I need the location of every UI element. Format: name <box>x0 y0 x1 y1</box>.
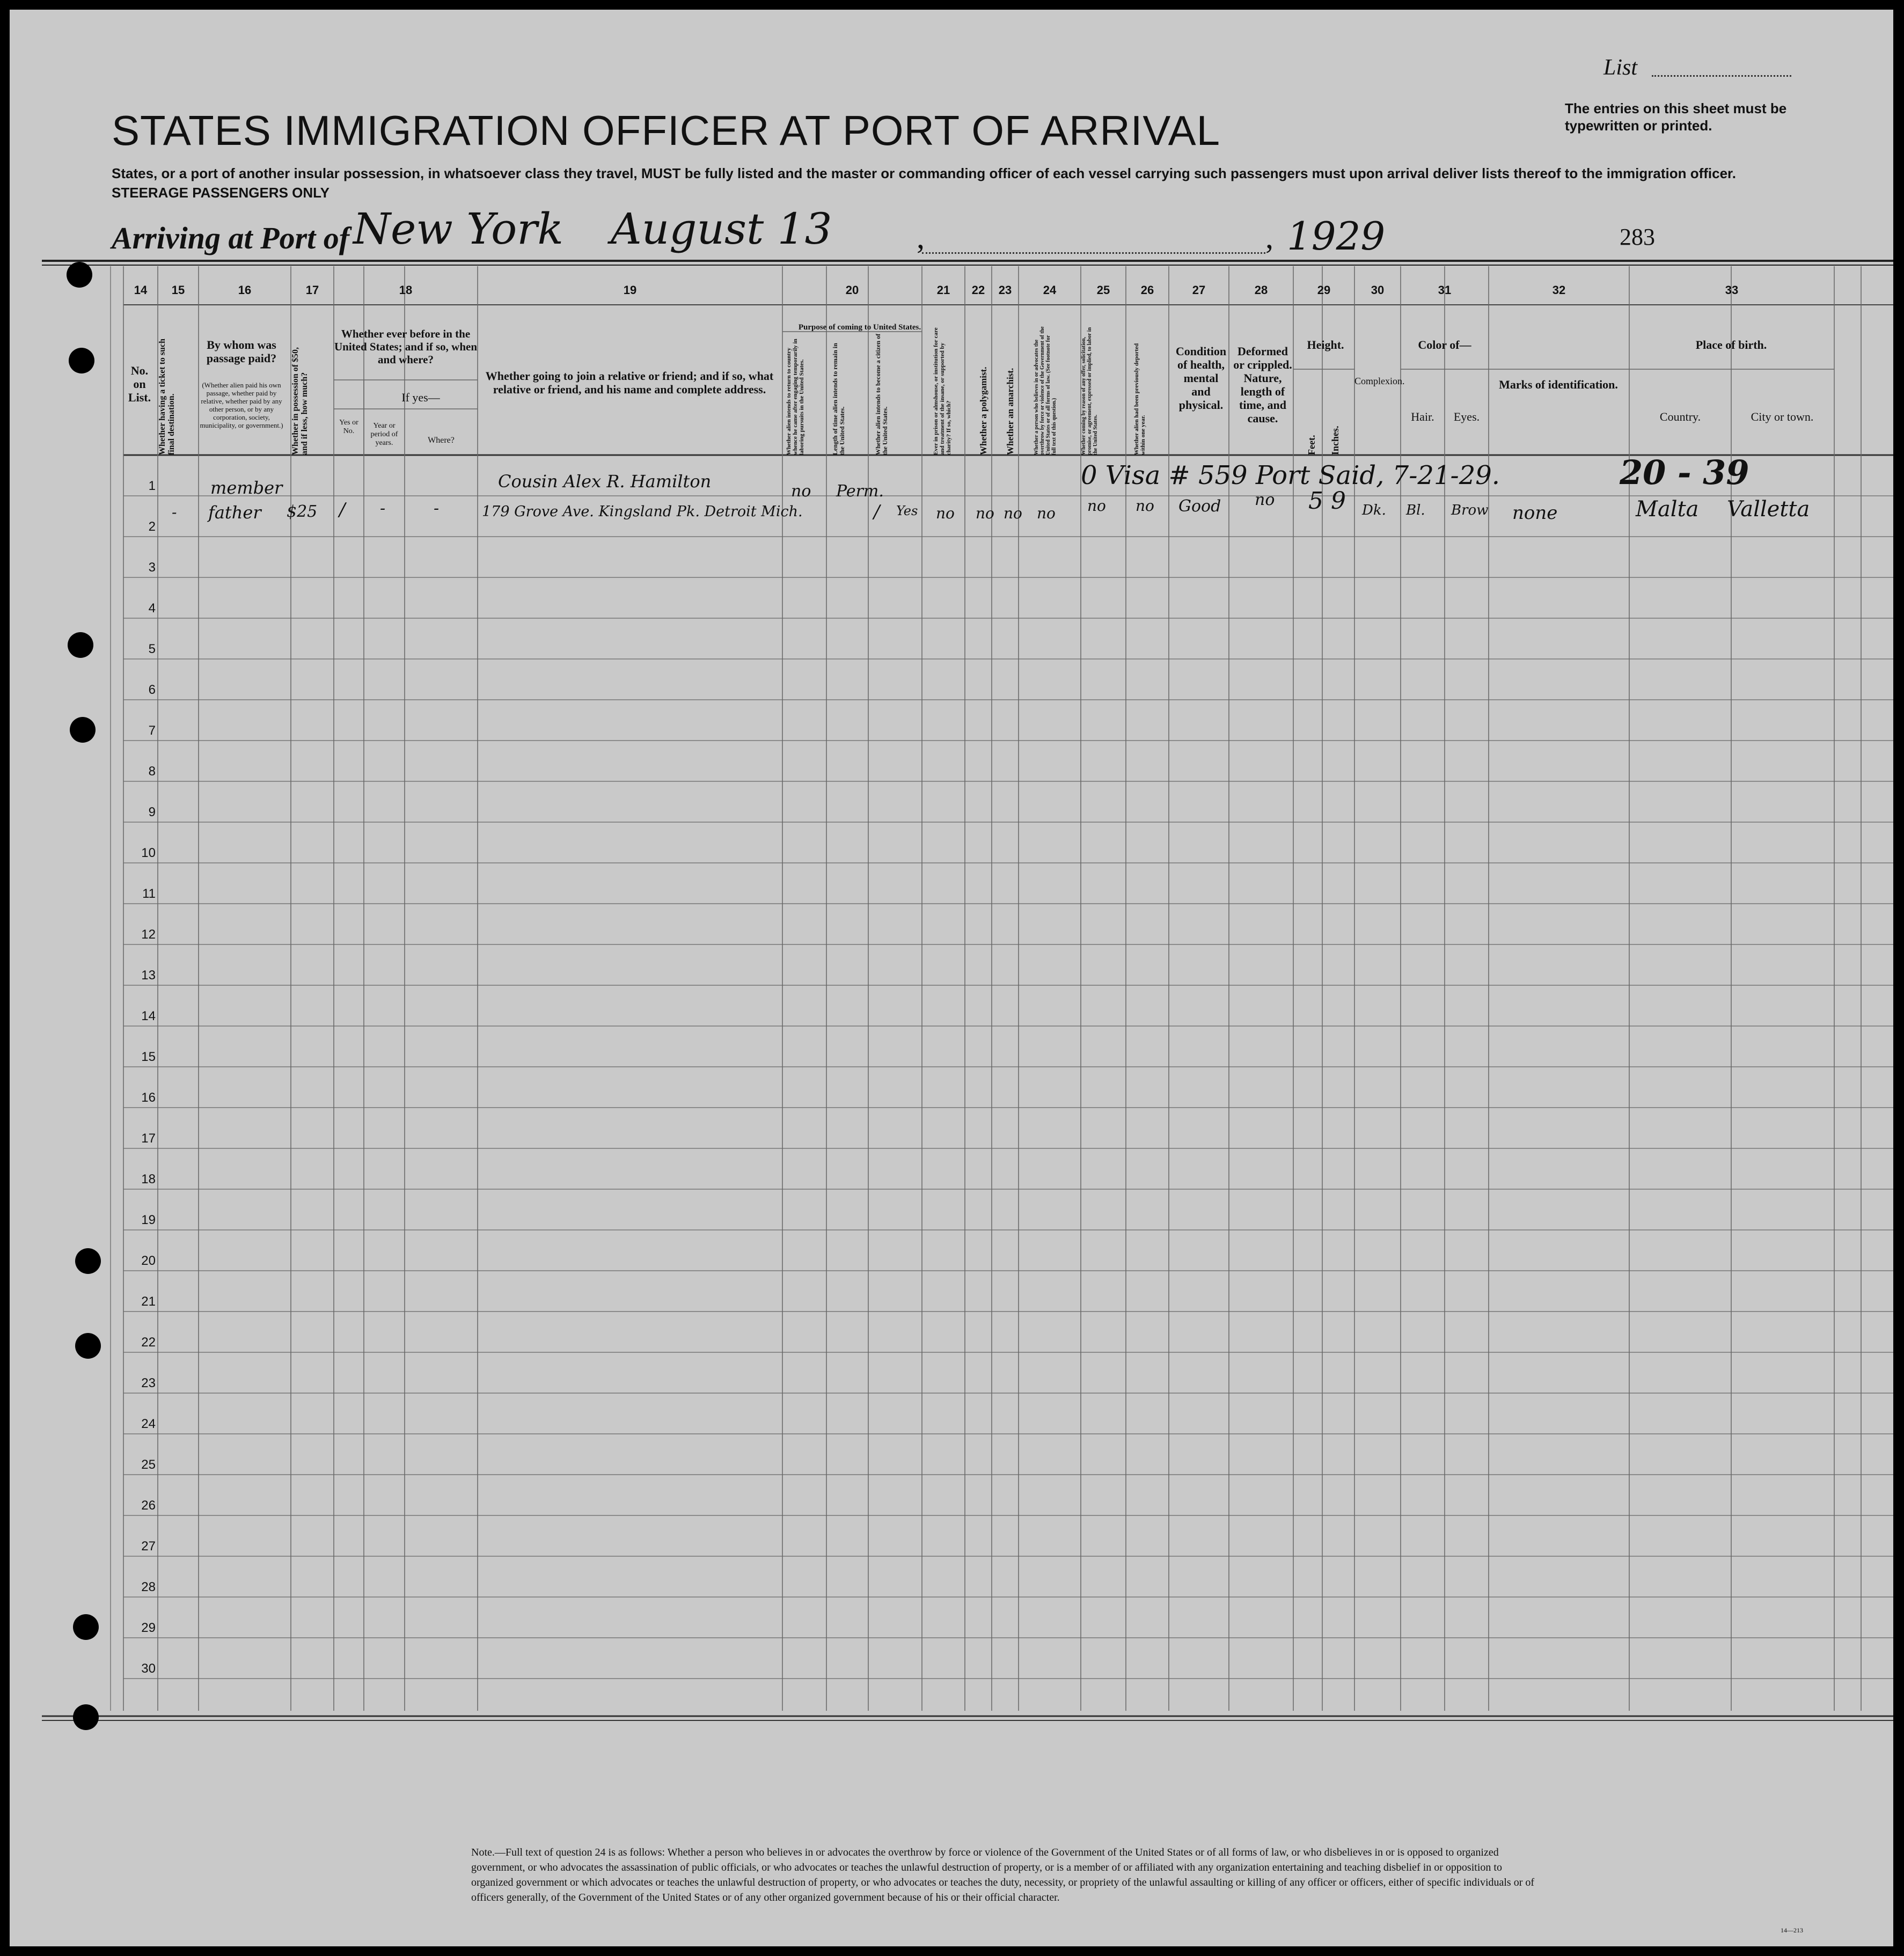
column-number: 25 <box>1096 283 1110 297</box>
entry-before-yes-no: / <box>339 499 346 521</box>
column-number: 16 <box>238 283 252 297</box>
row-number: 15 <box>141 1050 156 1064</box>
row-number: 19 <box>141 1213 156 1227</box>
col14-header: No. on List. <box>128 364 151 404</box>
entry-eyes: Brow <box>1451 502 1489 518</box>
page-title: STATES IMMIGRATION OFFICER AT PORT OF ARRIVAL <box>112 107 1221 154</box>
entry-before-years: - <box>380 499 386 518</box>
column-number: 19 <box>623 283 637 297</box>
punch-hole <box>67 262 92 288</box>
row-number: 21 <box>141 1294 156 1309</box>
entry-complexion: Dk. <box>1362 502 1386 518</box>
col22-header: Whether a polygamist. <box>978 367 988 455</box>
entry-city: Valletta <box>1727 497 1810 522</box>
punch-hole <box>70 717 96 743</box>
col18-ifyes: If yes— <box>401 391 440 404</box>
row-number: 11 <box>142 887 156 901</box>
column-number: 18 <box>399 283 413 297</box>
row-number: 23 <box>141 1376 156 1390</box>
row-number: 9 <box>148 805 156 819</box>
footnote: Note.—Full text of question 24 is as follows: Whether a person who believes in or advocates the overthrow by force or violence of the Government of the United States or of all forms of law, or who disbelieves in or is opposed to organized government, or who advocates the assassination of public officials, or who advocates or teaches the unlawful destruction of property, or is a member of or affiliated with any organization entertaining and teaching disbelief in or opposition to organized government or which advocates or teaches the unlawful destruction of property, or who advocates or teaches the duty, necessity, or propriety of the unlawful assaulting or killing of any officer or officers, either of specific individuals or of officers generally, of the Government of the United States or of any other organized government because of his or their official character. <box>471 1847 1535 1903</box>
form-id: 14—213 <box>1781 1926 1803 1934</box>
col24-header: Whether a person who believes in or advocates the overthrow by force or violence of the Government of the United States or of all forms of law. (See footnote for full text of this question.) <box>1034 326 1057 455</box>
typewritten-note: The entries on this sheet must be typewritten or printed. <box>1565 100 1787 134</box>
row-number: 22 <box>141 1335 156 1350</box>
row-number: 26 <box>141 1498 156 1513</box>
row-number: 12 <box>141 927 156 942</box>
comma: , <box>917 219 925 255</box>
arriving-label: Arriving at Port of <box>112 221 350 255</box>
sheet-number: 283 <box>1620 224 1655 250</box>
col18-yesno: Yes or No. <box>339 419 358 435</box>
row-number: 5 <box>148 642 156 656</box>
row-number: 4 <box>148 601 156 616</box>
col16-title: By whom was passage paid? <box>206 338 277 365</box>
row-number: 6 <box>148 683 156 697</box>
row-number: 20 <box>141 1254 156 1268</box>
instructions-line: States, or a port of another insular possession, in whatsoever class they travel, MUST be fully listed and the master or commanding officer of each vessel carrying such passengers must upon arrival deliver lists thereof to the immigration officer. <box>112 165 1736 181</box>
column-number: 28 <box>1254 283 1268 297</box>
list-label: List <box>1603 55 1638 80</box>
entry-relative-name: Cousin Alex R. Hamilton <box>498 471 712 492</box>
row-number: 1 <box>148 479 156 493</box>
entry-stay-mark: / <box>874 501 880 523</box>
col20-length: Length of time alien intends to remain in the United States. <box>831 343 846 455</box>
punch-hole <box>75 1248 101 1274</box>
row-number: 14 <box>141 1009 156 1023</box>
column-number: 33 <box>1725 283 1739 297</box>
col20-title: Purpose of coming to United States. <box>798 323 921 332</box>
col15-header: Whether having a ticket to such final destination. <box>158 338 176 455</box>
row-number: 7 <box>148 723 156 738</box>
col17-header: Whether in possession of $50, and if less, how much? <box>291 347 309 455</box>
entry-prison: no <box>936 504 955 522</box>
manifest-sheet <box>10 10 1893 1946</box>
col29-feet: Feet. <box>1306 435 1317 455</box>
column-number: 17 <box>305 283 319 297</box>
year-handwritten: 1929 <box>1287 214 1386 259</box>
comma: , <box>1265 219 1273 255</box>
column-number: 31 <box>1438 283 1452 297</box>
row-number: 29 <box>141 1621 156 1635</box>
entry-paid-by-1: member <box>210 478 283 498</box>
date-handwritten: August 13 <box>611 204 832 254</box>
col20-return: Whether alien intends to return to country whence he came after engaging temporarily in laboring pursuits in the United States. <box>786 339 805 455</box>
entry-feet: 5 <box>1308 487 1323 515</box>
column-number: 21 <box>936 283 950 297</box>
entry-country: Malta <box>1636 497 1699 522</box>
row-number: 17 <box>141 1131 156 1146</box>
row-number: 27 <box>141 1539 156 1554</box>
punch-hole <box>68 632 93 658</box>
steerage-label: STEERAGE PASSENGERS ONLY <box>112 185 329 201</box>
column-number: 30 <box>1371 283 1385 297</box>
col31-title: Color of— <box>1418 338 1471 351</box>
row-number: 13 <box>141 968 156 983</box>
row-number: 10 <box>141 846 156 860</box>
col31-hair: Hair. <box>1411 410 1434 423</box>
col19-header: Whether going to join a relative or friend; and if so, what relative or friend, and his name and complete address. <box>485 369 774 396</box>
port-handwritten: New York <box>353 204 563 254</box>
column-number: 29 <box>1317 283 1331 297</box>
col16-note: (Whether alien paid his own passage, whether paid by relative, whether paid by any other person, or by any corporation, society, municipality, or government.) <box>200 381 283 429</box>
col18-year: Year or period of years. <box>370 422 398 447</box>
col29-inches: Inches. <box>1330 426 1341 455</box>
column-number: 27 <box>1192 283 1206 297</box>
column-number: 14 <box>134 283 148 297</box>
column-number: 32 <box>1552 283 1566 297</box>
row-number: 8 <box>148 764 156 779</box>
entry-deported: no <box>1136 497 1154 515</box>
row-number: 2 <box>148 519 156 534</box>
col33-city: City or town. <box>1751 410 1814 423</box>
col18-title: Whether ever before in the United States; and if so, when and where? <box>334 327 478 366</box>
column-number: 20 <box>845 283 859 297</box>
entry-paid-by-2: father <box>208 502 261 523</box>
entry-ticket: - <box>172 503 177 521</box>
entry-polygamist: no <box>976 504 994 522</box>
row-number: 30 <box>141 1661 156 1676</box>
col33-title: Place of birth. <box>1695 338 1767 351</box>
entry-stay-length: Perm. <box>836 482 884 501</box>
row-number: 25 <box>141 1457 156 1472</box>
row-number: 28 <box>141 1580 156 1594</box>
punch-hole <box>69 348 94 373</box>
entry-return-intent: no <box>791 482 811 501</box>
row-number: 16 <box>141 1090 156 1105</box>
col25-header: Whether coming by reason of any offer, solicitation, promise, or agreement, expressed or implied, to labor in the United States. <box>1081 327 1099 455</box>
entry-hair: Bl. <box>1406 502 1425 518</box>
entry-citizen: Yes <box>896 503 918 518</box>
col26-header: Whether alien had been previously deported within one year. <box>1133 343 1146 455</box>
entry-marks: none <box>1512 502 1558 524</box>
entry-health: Good <box>1178 497 1221 516</box>
punch-hole <box>73 1614 99 1640</box>
entry-offer: no <box>1087 497 1106 515</box>
row-number: 24 <box>141 1417 156 1431</box>
entry-visa-note: 0 Visa # 559 Port Said, 7-21-29. <box>1081 460 1500 490</box>
col18-where: Where? <box>428 436 455 445</box>
row-number: 18 <box>141 1172 156 1186</box>
entry-deformed: no <box>1255 490 1275 509</box>
col20-citizen: Whether alien intends to become a citizen of the United States. <box>874 333 889 455</box>
entry-overthrow: no <box>1037 504 1056 522</box>
col27-header: Condition of health, mental and physical. <box>1175 345 1227 412</box>
row-number: 3 <box>148 560 156 575</box>
entry-before-where: - <box>434 499 440 518</box>
column-number: 23 <box>998 283 1012 297</box>
entry-money: $25 <box>287 502 318 521</box>
punch-hole <box>73 1704 99 1730</box>
col33-country: Country. <box>1659 410 1701 423</box>
col31-eyes: Eyes. <box>1453 410 1480 423</box>
column-number: 24 <box>1043 283 1057 297</box>
col30-header: Complexion. <box>1354 376 1405 386</box>
col32-header: Marks of identification. <box>1499 378 1618 391</box>
manifest-grid <box>10 10 1893 1946</box>
punch-hole <box>75 1333 101 1359</box>
col28-header: Deformed or crippled. Nature, length of time, and cause. <box>1233 345 1292 425</box>
column-number: 22 <box>971 283 985 297</box>
entry-anarchist: no <box>1004 504 1022 522</box>
col21-header: Ever in prison or almshouse, or institution for care and treatment of the insane, or supported by charity? If so, which? <box>933 327 952 455</box>
entry-visa-number: 20 - 39 <box>1620 453 1749 492</box>
col29-title: Height. <box>1307 338 1344 351</box>
col23-header: Whether an anarchist. <box>1005 368 1015 455</box>
entry-inches: 9 <box>1331 487 1346 515</box>
column-number: 26 <box>1140 283 1154 297</box>
entry-relative-address: 179 Grove Ave. Kingsland Pk. Detroit Mich. <box>482 503 803 520</box>
column-number: 15 <box>171 283 185 297</box>
